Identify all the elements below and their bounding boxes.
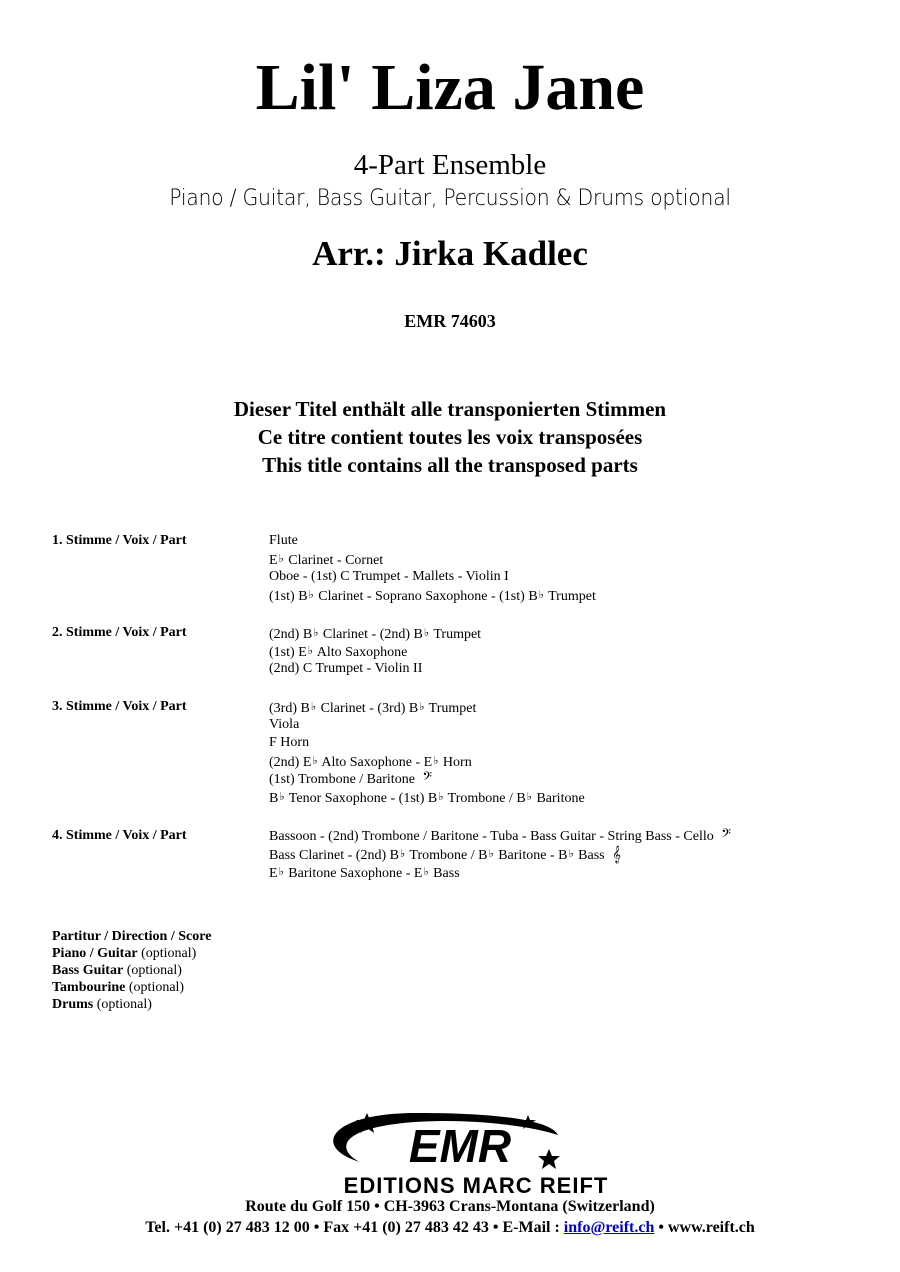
part-instrument-line: Bassoon - (2nd) Trombone / Baritone - Tuba - Bass Guitar - String Bass - Cello 𝄢 (269, 828, 731, 844)
instrumentation-line: Piano / Guitar, Bass Guitar, Percussion & Drums optional (169, 186, 731, 211)
flat-sign: ♭ (399, 848, 406, 860)
part-instrument-line: F Horn (269, 735, 310, 750)
part-4-instruments (269, 827, 731, 881)
extra-part-name: Tambourine (52, 980, 126, 995)
logo-text: EMR (408, 1120, 512, 1172)
flat-sign: ♭ (438, 791, 444, 803)
bass-clef-icon: 𝄢 (721, 828, 731, 844)
publisher-logo (300, 1107, 630, 1199)
email-link[interactable]: info@reift.ch (563, 1219, 655, 1236)
additional-parts-list (52, 928, 211, 1013)
part-instrument-line: (3rd) B♭ Clarinet - (3rd) B♭ Trumpet (269, 701, 477, 716)
part-instrument-line: Bass Clarinet - (2nd) B♭ Trombone / B♭ Baritone - B♭ Bass 𝄞 (269, 847, 621, 863)
flat-sign: ♭ (488, 848, 494, 860)
flat-sign: ♭ (310, 701, 317, 713)
contact-suffix: • www.reift.ch (654, 1219, 755, 1236)
extra-part (52, 979, 211, 996)
logo-star (538, 1149, 560, 1169)
flat-sign: ♭ (307, 645, 313, 657)
part-3-label: 3. Stimme / Voix / Part (52, 699, 187, 714)
notice-german: Dieser Titel enthält alle transponierten Stimmen (233, 397, 667, 421)
part-1-instruments (269, 532, 596, 604)
extra-part (52, 928, 211, 945)
part-4-label: 4. Stimme / Voix / Part (52, 828, 187, 843)
part-instrument-line: Viola (269, 717, 300, 732)
publisher-name: EDITIONS MARC REIFT (343, 1173, 609, 1198)
publisher-address: Route du Golf 150 • CH-3963 Crans-Montana (Switzerland) (245, 1198, 655, 1215)
extra-part (52, 962, 211, 979)
extra-part-name: Drums (52, 997, 94, 1012)
flat-sign: ♭ (433, 755, 439, 767)
extra-part-name: Partitur / Direction / Score (52, 929, 212, 944)
notice-english: This title contains all the transposed parts (262, 453, 638, 477)
extra-part-name: Piano / Guitar (52, 946, 138, 961)
part-1-label: 1. Stimme / Voix / Part (52, 533, 187, 548)
part-instrument-line: (2nd) C Trumpet - Violin II (269, 661, 423, 676)
treble-clef-icon: 𝄞 (612, 847, 621, 863)
extra-part-note: (optional) (123, 963, 182, 978)
flat-sign: ♭ (538, 589, 544, 601)
catalog-number: EMR 74603 (404, 311, 496, 331)
part-2-label: 2. Stimme / Voix / Part (52, 625, 187, 640)
flat-sign: ♭ (423, 866, 429, 878)
flat-sign: ♭ (308, 589, 314, 601)
part-instrument-line: Flute (269, 533, 298, 548)
flat-sign: ♭ (526, 791, 532, 803)
extra-part-note: (optional) (93, 997, 152, 1012)
part-instrument-line: (1st) E♭ Alto Saxophone (269, 645, 408, 660)
flat-sign: ♭ (313, 627, 319, 639)
part-instrument-line: (2nd) B♭ Clarinet - (2nd) B♭ Trumpet (269, 627, 482, 642)
extra-part (52, 945, 211, 962)
part-instrument-line: (1st) Trombone / Baritone 𝄢 (269, 771, 433, 787)
part-instrument-line: B♭ Tenor Saxophone - (1st) B♭ Trombone / B♭ Baritone (269, 791, 585, 806)
flat-sign: ♭ (419, 701, 425, 713)
flat-sign: ♭ (568, 848, 574, 860)
contact-prefix: Tel. +41 (0) 27 483 12 00 • Fax +41 (0) 27 483 42 43 • E-Mail : (145, 1219, 564, 1236)
bass-clef-icon: 𝄢 (422, 771, 433, 787)
extra-part-note: (optional) (137, 946, 197, 961)
transposition-notice (0, 395, 900, 479)
flat-sign: ♭ (279, 791, 285, 803)
notice-french: Ce titre contient toutes les voix transposées (257, 425, 643, 449)
extra-part (52, 996, 211, 1013)
part-3-instruments (269, 698, 585, 806)
part-2-instruments (269, 624, 481, 678)
flat-sign: ♭ (423, 627, 430, 639)
flat-sign: ♭ (312, 755, 318, 767)
extra-part-note: (optional) (125, 980, 185, 995)
part-instrument-line: (1st) B♭ Clarinet - Soprano Saxophone - (1st) B♭ Trumpet (269, 589, 596, 604)
part-instrument-line: E♭ Baritone Saxophone - E♭ Bass (269, 866, 460, 881)
page-title: Lil' Liza Jane (255, 51, 645, 124)
flat-sign: ♭ (278, 553, 284, 565)
subtitle: 4-Part Ensemble (353, 149, 547, 181)
flat-sign: ♭ (278, 866, 284, 878)
part-instrument-line: (2nd) E♭ Alto Saxophone - E♭ Horn (269, 755, 472, 770)
extra-part-name: Bass Guitar (52, 963, 124, 978)
publisher-contact (0, 1218, 900, 1238)
arranger: Arr.: Jirka Kadlec (312, 234, 588, 273)
part-instrument-line: E♭ Clarinet - Cornet (269, 553, 384, 568)
part-instrument-line: Oboe - (1st) C Trumpet - Mallets - Violin I (269, 569, 509, 584)
